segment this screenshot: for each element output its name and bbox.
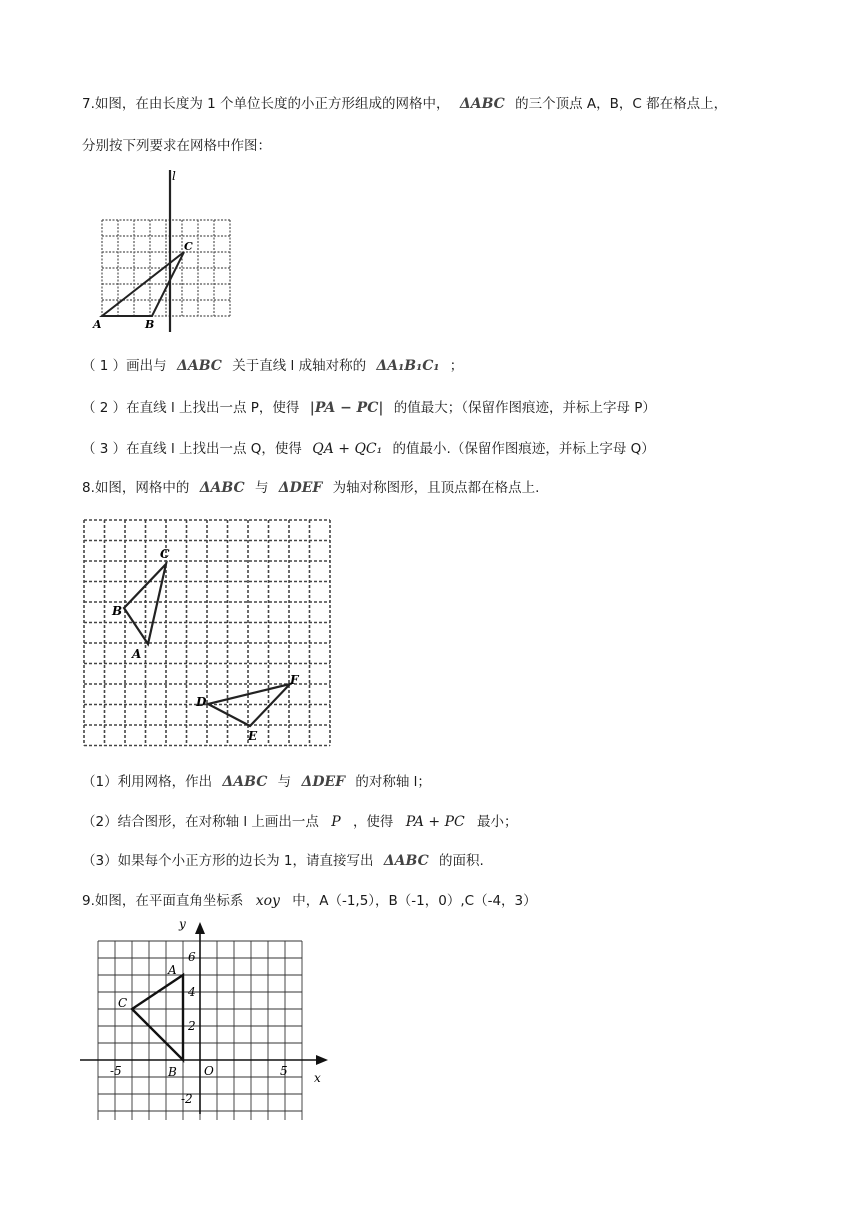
q7-text: 的三个顶点 A，B，C 都在格点上， [515,96,728,112]
vertex-c: C [160,547,170,561]
q8-text: 与 [254,480,269,496]
vertex-f: F [290,673,299,687]
q7-p3-text: 的值最小.（保留作图痕迹，并标上字母 Q） [392,441,655,457]
q7-line-1 [82,94,727,114]
q8-line-1 [82,478,539,498]
triangle-abc [132,975,183,1060]
q8-text: 为轴对称图形，且顶点都在格点上. [332,480,540,496]
q7-part-2 [82,398,656,418]
q7-p1-math: ΔA₁B₁C₁ [376,358,440,374]
q9-line-1 [82,891,537,911]
vertex-c: C [184,240,193,253]
x-axis-label: x [314,1071,321,1085]
q8-p2-math: P [331,814,341,830]
q8-p2-math: PA + PC [405,814,465,830]
q8-p2-text: ，使得 [352,814,394,830]
q7-text: 7.如图，在由长度为 1 个单位长度的小正方形组成的网格中， [82,96,450,112]
q7-p2-text: 的值最大；（保留作图痕迹，并标上字母 P） [393,400,656,416]
vertex-b: B [145,318,155,331]
q7-p2-math: |PA − PC| [309,400,384,416]
tick-y-4: 4 [188,985,196,999]
q8-p2-text: 最小； [477,814,518,830]
q8-p1-math: ΔDEF [301,774,346,790]
q8-p1-text: （1）利用网格，作出 [82,774,213,790]
q8-p2-text: （2）结合图形，在对称轴 l 上画出一点 [82,814,319,830]
tick-x-5: 5 [280,1064,288,1078]
q7-p1-text: （ 1 ）画出与 [82,358,167,374]
q7-part-3 [82,439,655,459]
q7-p1-math: ΔABC [176,358,222,374]
tick-y-6: 6 [188,950,196,964]
vertex-a: A [132,647,142,661]
x-axis-arrow [316,1055,328,1065]
q8-p3-text: 的面积. [439,853,484,869]
q8-p1-text: 与 [277,774,292,790]
q7-p3-math: QA + QC₁ [312,441,383,457]
vertex-c: C [118,996,128,1010]
q8-part-3 [82,851,484,871]
q7-line-2: 分别按下列要求在网格中作图： [82,138,271,154]
q8-math: ΔDEF [278,480,323,496]
line-l-label: l [172,169,176,183]
q8-math: ΔABC [199,480,245,496]
q8-p1-text: 的对称轴 l； [355,774,431,790]
q8-figure [82,518,334,754]
vertex-b: B [168,1065,177,1079]
tick-y-neg2: -2 [181,1092,193,1106]
vertex-b: B [112,604,123,618]
q8-p3-math: ΔABC [383,853,429,869]
q9-text: 9.如图，在平面直角坐标系 [82,893,244,909]
vertex-a: A [93,318,102,331]
q7-p2-text: （ 2 ）在直线 l 上找出一点 P，使得 [82,400,300,416]
y-axis-arrow [195,922,205,934]
q7-p1-text: 关于直线 l 成轴对称的 [232,358,367,374]
origin-label: O [204,1064,214,1078]
q8-text: 8.如图，网格中的 [82,480,190,496]
q8-part-1 [82,772,431,792]
vertex-e: E [248,729,258,743]
tick-x-neg5: -5 [110,1064,122,1078]
vertex-a: A [168,963,177,977]
q7-math-abc: ΔABC [459,96,505,112]
q9-text: 中，A（-1,5），B（-1，0）,C（-4，3） [292,893,537,909]
q7-figure [88,166,248,340]
q9-coordinate-figure [78,914,340,1124]
q7-p3-text: （ 3 ）在直线 l 上找出一点 Q，使得 [82,441,302,457]
q7-part-1 [82,356,463,376]
y-axis-label: y [179,917,186,931]
tick-y-2: 2 [188,1019,196,1033]
q7-p1-text: ； [449,358,464,374]
q9-math: xoy [255,893,280,909]
q8-part-2 [82,812,518,832]
q8-p1-math: ΔABC [222,774,268,790]
vertex-d: D [196,695,207,709]
q8-p3-text: （3）如果每个小正方形的边长为 1，请直接写出 [82,853,374,869]
